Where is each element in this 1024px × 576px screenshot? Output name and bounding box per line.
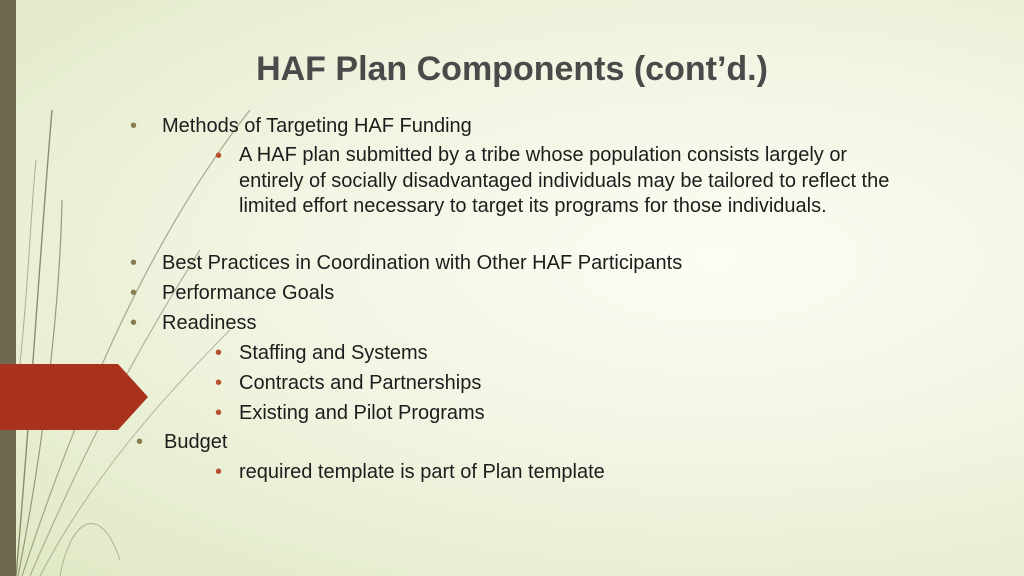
sub-bullet-budget-template: required template is part of Plan template [239,461,605,483]
sub-bullet-targeting-detail: A HAF plan submitted by a tribe whose population consists largely or entirely of socially disadvantaged individuals may be tailored to reflect the limited effort necessary to target its programs for those individuals. [239,144,890,217]
sub-bullet-marker: • [215,145,223,167]
bullet-item-best-practices: Best Practices in Coordination with Other HAF Participants [162,252,683,274]
bullet-marker: • [130,282,138,304]
bullet-item-budget: Budget [164,431,228,453]
bullet-item-readiness: Readiness [162,312,257,334]
bullet-marker: • [130,115,138,137]
sub-bullet-marker: • [215,461,223,483]
slide-title: HAF Plan Components (cont’d.) [256,50,768,88]
bullet-item-methods: Methods of Targeting HAF Funding [162,115,472,137]
bullet-marker: • [136,431,144,453]
bullet-marker: • [130,312,138,334]
sub-bullet-pilot-programs: Existing and Pilot Programs [239,402,485,424]
sub-bullet-contracts: Contracts and Partnerships [239,372,482,394]
sub-bullet-marker: • [215,402,223,424]
bullet-marker: • [130,252,138,274]
sub-bullet-marker: • [215,342,223,364]
bullet-item-performance-goals: Performance Goals [162,282,335,304]
sub-bullet-marker: • [215,372,223,394]
sub-bullet-staffing: Staffing and Systems [239,342,428,364]
